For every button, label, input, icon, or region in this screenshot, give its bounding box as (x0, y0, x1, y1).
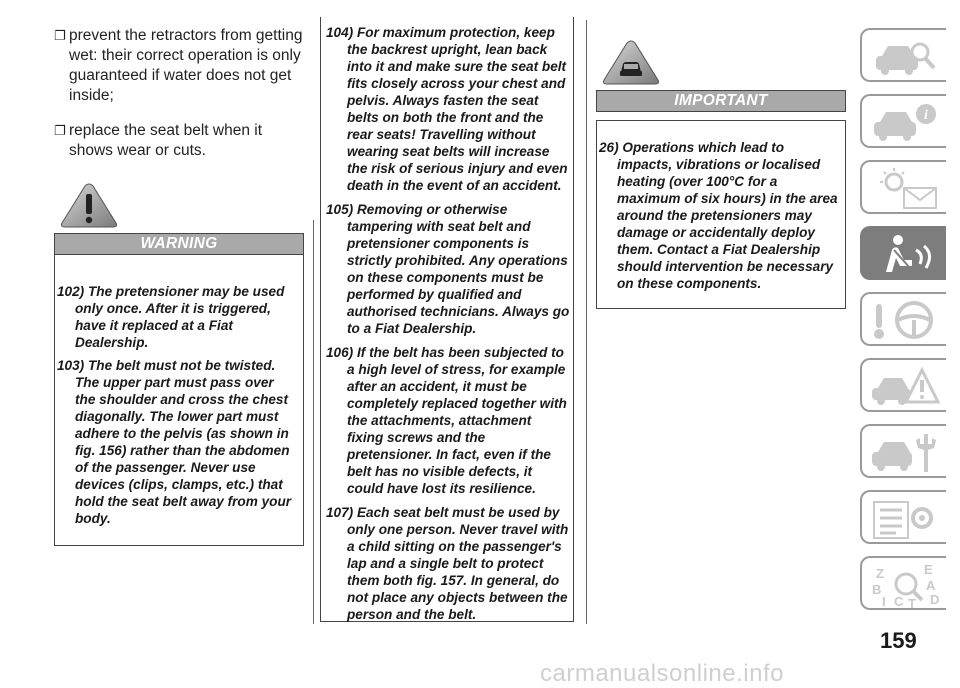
svg-text:D: D (930, 592, 940, 607)
note-107: 107) Each seat belt must be used by only one person. Never travel with a child sitting on the passenger's lap and a single belt to protect them both fig. 157. In general, do not place any objects between the person and the belt. (326, 505, 569, 622)
tab-warning-lights[interactable] (860, 160, 946, 214)
car-service-icon (868, 430, 942, 476)
note-102: 102) The pretensioner may be used only once. After it is triggered, have it replaced at a Fiat Dealership. (57, 284, 285, 350)
important-title: IMPORTANT (596, 90, 846, 112)
note-105: 105) Removing or otherwise tampering with seat belt and pretensioner components is strictly prohibited. Any operations on these components must be performed by qualified and authorised technicians. Always go to a Fiat Dealership. (326, 202, 570, 336)
svg-text:E: E (924, 562, 933, 577)
road-warning-icon (601, 40, 661, 86)
car-info-icon (868, 100, 942, 146)
svg-text:i: i (924, 108, 928, 123)
note-26: 26) Operations which lead to impacts, vibrations or localised heating (over 100°C for a maximum of six hours) in the area around the pretensioners may damage or accidentally deploy them. Contact a Fiat Dealership should intervention be necessary on these components. (599, 140, 838, 291)
tab-specifications[interactable] (860, 490, 946, 544)
warning-panel (54, 183, 304, 546)
car-breakdown-icon (868, 364, 942, 410)
notes-column (320, 17, 574, 622)
tab-index[interactable] (860, 556, 946, 610)
svg-text:A: A (926, 578, 936, 593)
tab-safety[interactable] (860, 226, 946, 280)
warning-triangle-icon (59, 183, 119, 229)
page-number: 159 (880, 628, 917, 653)
airbag-seat-icon (868, 232, 942, 278)
svg-text:I: I (882, 594, 886, 608)
svg-text:C: C (894, 594, 904, 608)
tab-service[interactable] (860, 424, 946, 478)
warning-lights-icon (868, 166, 942, 212)
index-icon (868, 562, 942, 608)
note-106: 106) If the belt has been subjected to a high level of stress, for example after an accident, it must be completely replaced together with the attachments, attachment fixing screws and the pretensioner. In fact, even if the belt has no visible defects, it could have lost its resilience. (326, 345, 567, 496)
car-search-icon (868, 34, 942, 80)
list-item: ❐ prevent the retractors from getting wet: their correct operation is only guaranteed if water does not get inside; (54, 26, 303, 104)
tab-steering[interactable] (860, 292, 946, 346)
svg-text:T: T (908, 596, 916, 608)
warning-notes (54, 255, 304, 546)
tab-breakdown[interactable] (860, 358, 946, 412)
warning-title: WARNING (54, 233, 304, 255)
checkbox-bullet-icon: ❐ (54, 123, 66, 138)
note-103: 103) The belt must not be twisted. The upper part must pass over the shoulder and cross the chest diagonally. The lower part must adhere to the pelvis (as shown in fig. 156) rather than the abdomen of the passenger. Never use devices (clips, clamps, etc.) that hold the seat belt away from your body. (57, 358, 292, 526)
important-notes (596, 120, 846, 309)
list-item: ❐ replace the seat belt when it shows wear or cuts. (54, 122, 263, 159)
tab-car-info[interactable] (860, 94, 946, 148)
important-panel (596, 40, 846, 309)
note-104: 104) For maximum protection, keep the backrest upright, lean back into it and make sure the seat belt fits closely across your chest and pelvis. Always fasten the seat belts on both the front and the rear seats! Travelling without wearing seat belts will increase the risk of serious injury and even death in the event of an accident. (326, 25, 568, 193)
bullet-list (54, 10, 304, 164)
steering-wheel-icon (868, 298, 942, 344)
svg-text:Z: Z (876, 566, 884, 581)
column-divider (313, 220, 314, 624)
checkbox-bullet-icon: ❐ (54, 27, 66, 43)
tab-car-search[interactable] (860, 28, 946, 82)
svg-text:B: B (872, 582, 882, 597)
specifications-icon (868, 496, 942, 542)
column-divider (586, 20, 587, 624)
footer-watermark: carmanualsonline.info (540, 660, 784, 687)
